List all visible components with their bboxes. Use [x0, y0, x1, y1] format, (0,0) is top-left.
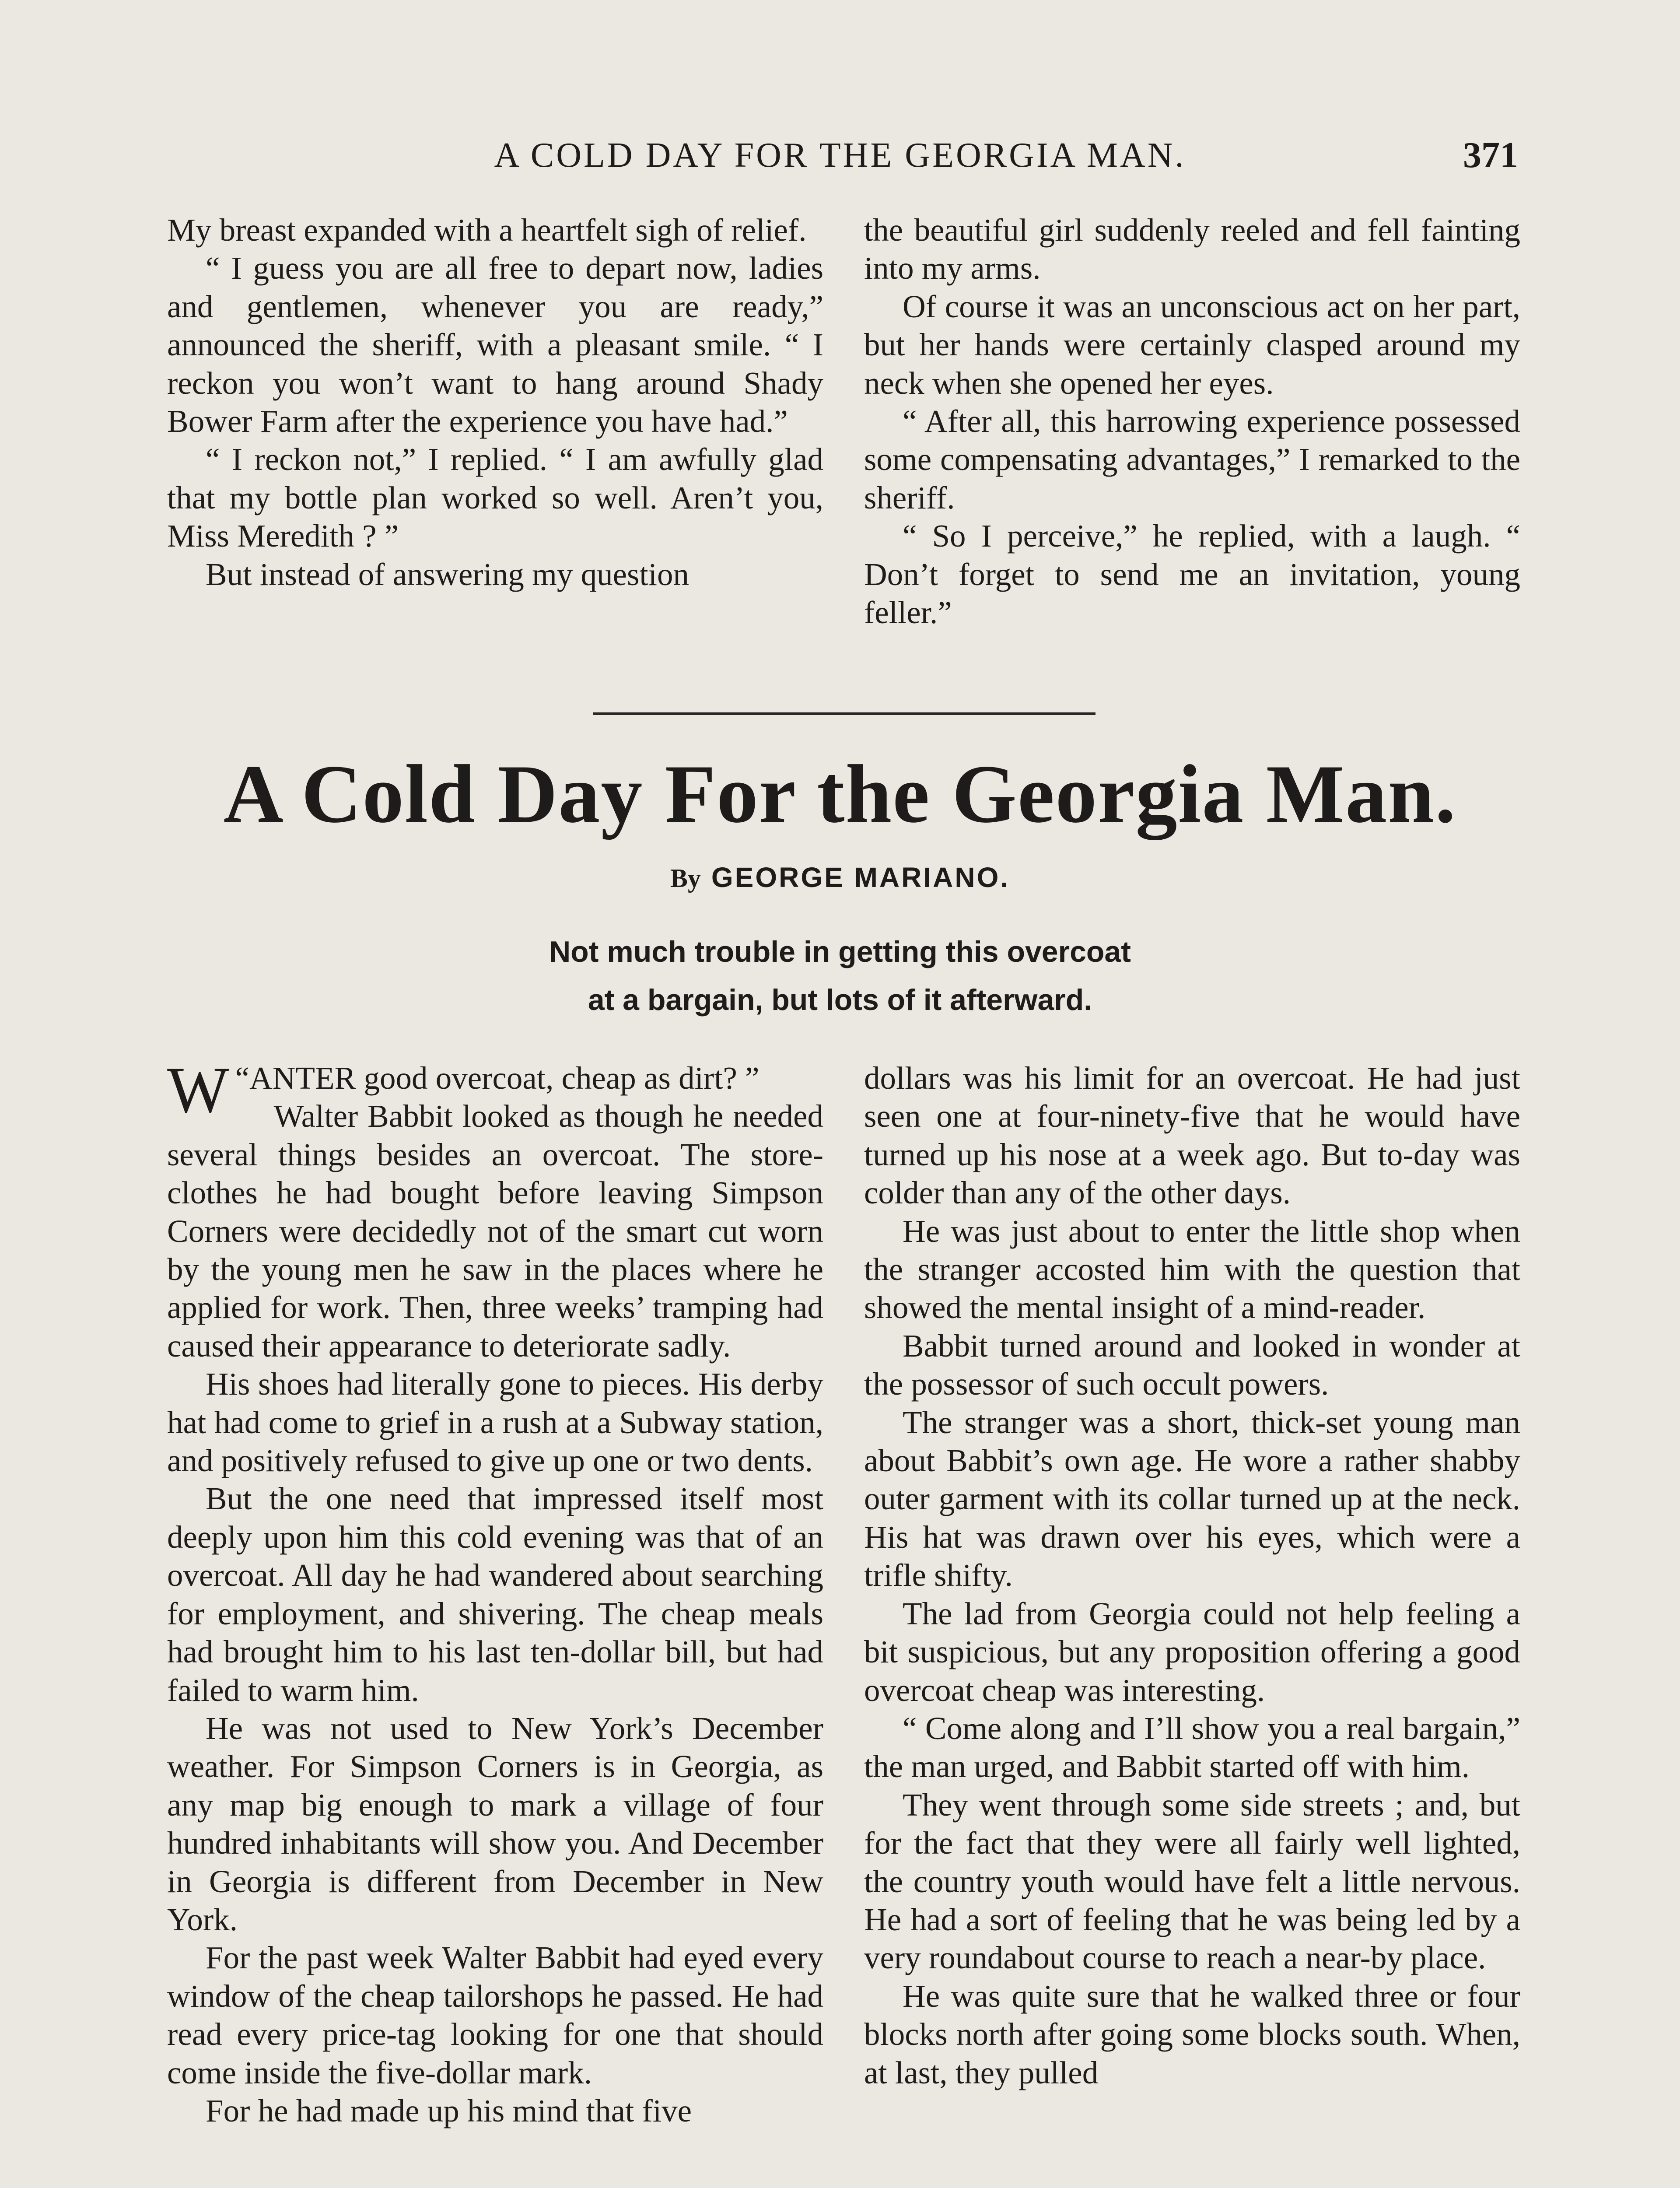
article-title: A Cold Day For the Georgia Man.: [223, 748, 1457, 840]
paragraph: My breast expanded with a heartfelt sigh of relief.: [167, 212, 807, 248]
author-name: GEORGE MARIANO.: [711, 862, 1010, 893]
paragraph: For the past week Walter Babbit had eyed every window of the cheap tailorshops he passed. He had read every price-tag looking for one that should come inside the five-dollar mark.: [167, 1940, 823, 2090]
paragraph: He was just about to enter the little shop when the stranger accosted him with the question that showed the mental insight of a mind-reader.: [864, 1213, 1520, 1325]
paragraph: Of course it was an unconscious act on her part, but her hands were certainly clasped around my neck when she opened her eyes.: [864, 288, 1520, 401]
article-right-column: [864, 1059, 1520, 2092]
paragraph: “ Come along and I’ll show you a real bargain,” the man urged, and Babbit started off with him.: [864, 1710, 1520, 1785]
paragraph: He was not used to New York’s December weather. For Simpson Corners is in Georgia, as any map big enough to mark a village of four hundred inhabitants will show you. And December in Georgia is different from December in New York.: [167, 1710, 823, 1937]
previous-story-right-column: [864, 211, 1520, 631]
paragraph: But instead of answering my question: [206, 556, 689, 592]
paragraph: Babbit turned around and looked in wonder at the possessor of such occult powers.: [864, 1328, 1520, 1402]
paragraph: dollars was his limit for an overcoat. He had just seen one at four-ninety-five that he would have turned up his nose at a week ago. But to-day was colder than any of the other days.: [864, 1060, 1520, 1211]
paragraph: His shoes had literally gone to pieces. His derby hat had come to grief in a rush at a Subway station, and positively refused to give up one or two dents.: [167, 1366, 823, 1479]
opening-paragraph: [167, 1054, 823, 1126]
paragraph: Walter Babbit looked as though he needed several things besides an overcoat. The store-clothes he had bought before leaving Simpson Corners were decidedly not of the smart cut worn by the young men he saw in the places where he applied for work. Then, three weeks’ tramping had caused their appearance to deteriorate sadly.: [167, 1098, 823, 1364]
paragraph: They went through some side streets ; and, but for the fact that they were all fairly well lighted, the country youth would have felt a little nervous. He had a sort of feeling that he was being led by a very roundabout course to reach a near-by place.: [864, 1787, 1520, 1976]
paragraph: “ So I perceive,” he replied, with a laugh. “ Don’t forget to send me an invitation, young feller.”: [864, 518, 1520, 631]
paragraph: “ I guess you are all free to depart now, ladies and gentlemen, whenever you are ready,” announced the sheriff, with a pleasant smile. “ I reckon you won’t want to hang around Shady Bower Farm after the experience you have had.”: [167, 250, 823, 439]
paragraph: He was quite sure that he walked three or four blocks north after going some blocks south. When, at last, they pulled: [864, 1978, 1520, 2090]
opening-quote: “: [235, 1060, 249, 1096]
paragraph: For he had made up his mind that five: [206, 2093, 692, 2128]
previous-story-left-column: [167, 211, 823, 593]
opening-text: ANTER good overcoat, cheap as dirt? ”: [249, 1060, 760, 1096]
drop-cap: W: [167, 1054, 229, 1126]
deck-line: at a bargain, but lots of it afterward.: [588, 983, 1092, 1017]
paragraph: the beautiful girl suddenly reeled and fell fainting into my arms.: [864, 212, 1520, 286]
paragraph: The lad from Georgia could not help feeling a bit suspicious, but any proposition offering a good overcoat cheap was interesting.: [864, 1595, 1520, 1708]
article-deck: [306, 928, 1374, 1024]
deck-line: Not much trouble in getting this overcoat: [549, 935, 1131, 968]
paragraph: The stranger was a short, thick-set young man about Babbit’s own age. He wore a rather shabby outer garment with its collar turned up at the neck. His hat was drawn over his eyes, which were a trifle shifty.: [864, 1404, 1520, 1593]
page-number: 371: [1463, 135, 1518, 175]
paragraph: “ I reckon not,” I replied. “ I am awfully glad that my bottle plan worked so well. Aren’t you, Miss Meredith ? ”: [167, 442, 823, 554]
paragraph: “ After all, this harrowing experience possessed some compensating advantages,” I remarked to the sheriff.: [864, 403, 1520, 515]
article-left-column: [167, 1054, 823, 2130]
section-divider: [593, 712, 1096, 715]
paragraph: But the one need that impressed itself most deeply upon him this cold evening was that of an overcoat. All day he had wandered about searching for employment, and shivering. The cheap meals had brought him to his last ten-dollar bill, but had failed to warm him.: [167, 1481, 823, 1708]
byline-prefix: By: [670, 864, 701, 893]
running-head: [162, 131, 1518, 179]
byline: [0, 853, 1680, 902]
running-head-title: A COLD DAY FOR THE GEORGIA MAN.: [494, 136, 1186, 175]
